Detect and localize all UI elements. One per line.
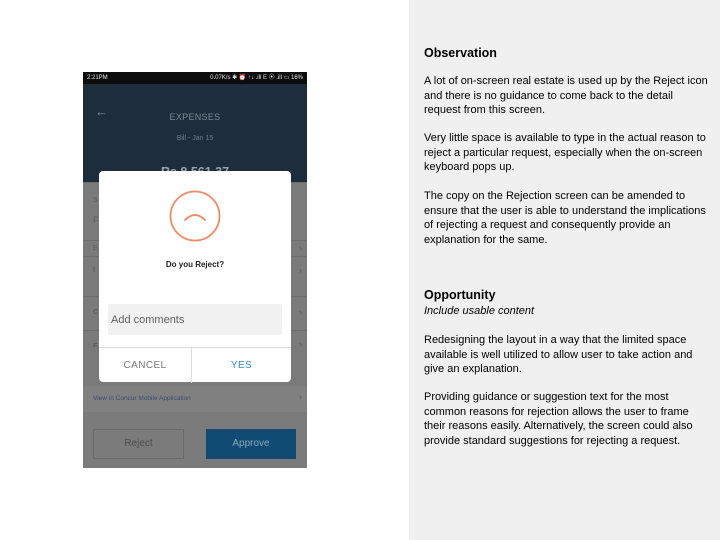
yes-button[interactable]: YES bbox=[230, 360, 253, 371]
arrow-left-icon[interactable]: ← bbox=[95, 104, 108, 119]
opportunity-paragraph: Providing guidance or suggestion text for the most common reasons for rejection allows the user to frame their reasons easily. Alternatively, the screen could also provide standard suggestions for rejecting a request. bbox=[424, 391, 693, 447]
notes-panel bbox=[409, 0, 720, 540]
row-label: S bbox=[93, 197, 98, 204]
chevron-right-icon: › bbox=[299, 392, 302, 402]
concur-link[interactable]: View in Concur Mobile Application bbox=[93, 395, 191, 402]
reject-dialog bbox=[99, 171, 291, 382]
app-header bbox=[83, 84, 307, 182]
chevron-right-icon: › bbox=[299, 339, 302, 349]
opportunity-subtitle: Include usable content bbox=[424, 305, 535, 317]
status-bar bbox=[83, 72, 307, 84]
row-label: C bbox=[93, 309, 99, 316]
opportunity-paragraph: Redesigning the layout in a way that the limited space available is well utilized to allow user to take action and give an explanation. bbox=[424, 334, 693, 375]
action-footer bbox=[83, 412, 307, 468]
observation-paragraph: The copy on the Rejection screen can be amended to ensure that the user is able to understand the implications of rejecting a request and consequently provide an explanation for the same. bbox=[424, 190, 706, 246]
dialog-question: Do you Reject? bbox=[165, 260, 225, 269]
row-label: F bbox=[93, 215, 99, 225]
header-subtitle: Bill - Jan 15 bbox=[176, 135, 214, 142]
row-label: I bbox=[93, 267, 95, 274]
observation-paragraph: A lot of on-screen real estate is used up by the Reject icon and there is no guidance to come back to the detail request from this screen. bbox=[424, 75, 708, 116]
observation-paragraph: Very little space is available to type in the actual reason to reject a particular request, especially when the on-screen keyboard pops up. bbox=[424, 132, 706, 173]
sad-face-icon bbox=[169, 190, 221, 242]
row-label: F bbox=[93, 343, 98, 350]
status-time: 2:21PM bbox=[87, 75, 108, 81]
opportunity-heading: Opportunity bbox=[424, 288, 496, 302]
row-label: E bbox=[93, 245, 98, 252]
chevron-right-icon: › bbox=[299, 243, 302, 253]
comments-input[interactable] bbox=[108, 304, 282, 335]
header-title: EXPENSES bbox=[169, 112, 221, 122]
status-icons: 0.07K/s ✱ ⏰ ↑↓ .ill E ⦿ .ill ▭ 16% bbox=[210, 75, 303, 81]
cancel-button[interactable]: CANCEL bbox=[123, 360, 167, 371]
chevron-right-icon: › bbox=[299, 307, 302, 317]
chevron-right-icon: › bbox=[299, 265, 302, 275]
approve-button[interactable]: Approve bbox=[206, 429, 296, 459]
observation-heading: Observation bbox=[424, 46, 497, 60]
concur-link-row[interactable] bbox=[83, 386, 307, 412]
dialog-actions bbox=[99, 347, 291, 382]
reject-button[interactable]: Reject bbox=[93, 429, 184, 459]
